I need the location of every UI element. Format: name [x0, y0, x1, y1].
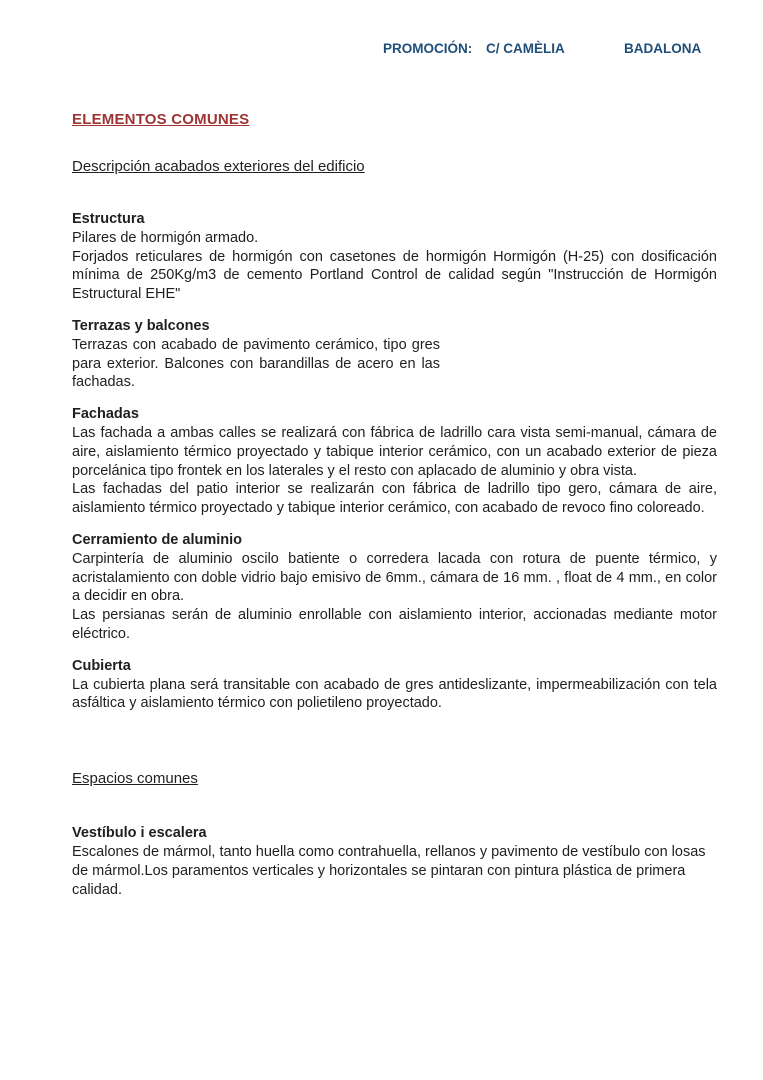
section-heading: Cerramiento de aluminio — [72, 531, 243, 548]
section-heading: Vestíbulo i escalera — [72, 825, 207, 842]
section-fachadas — [72, 405, 717, 518]
paragraph: Escalones de mármol, tanto huella como contrahuella, rellanos y pavimento de vestíbulo con losas de mármol.Los paramentos verticales y horizontales se pintaran con pintura plástica de primera calidad. — [72, 843, 706, 898]
promotion-city: BADALONA — [624, 41, 702, 56]
section-cerramiento-de-aluminio — [72, 531, 717, 644]
section-vestibulo-i-escalera — [72, 824, 717, 899]
section-terrazas-y-balcones — [72, 317, 717, 392]
paragraph: Las fachada a ambas calles se realizará con fábrica de ladrillo cara vista semi-manual, cámara de aire, aislamiento térmico proyectado y tabique interior cerámico, con un acabado exterior de pieza porcelánica tipo frontek en los laterales y el resto con aplacado de aluminio y obra vista. — [72, 424, 717, 479]
section-heading: Estructura — [72, 211, 145, 227]
subtitle-espacios-comunes: Espacios comunes — [72, 770, 198, 788]
paragraph: Las persianas serán de aluminio enrollable con aislamiento interior, accionadas mediante motor eléctrico. — [72, 607, 717, 642]
section-estructura — [72, 210, 717, 304]
paragraph: Forjados reticulares de hormigón con casetones de hormigón Hormigón (H-25) con dosificación mínima de 250Kg/m3 de cemento Portland Control de calidad según "Instrucción de Hormigón Estructural EHE" — [72, 248, 717, 303]
section-cubierta — [72, 657, 717, 713]
document-title: ELEMENTOS COMUNES — [72, 111, 250, 128]
subtitle-exteriores: Descripción acabados exteriores del edificio — [72, 158, 365, 175]
section-heading: Fachadas — [72, 406, 139, 423]
promotion-header — [383, 40, 717, 57]
paragraph: Terrazas con acabado de pavimento cerámico, tipo gres para exterior. Balcones con barandillas de acero en las fachadas. — [72, 336, 440, 391]
section-heading: Terrazas y balcones — [72, 317, 210, 334]
promotion-label: PROMOCIÓN: — [383, 41, 473, 56]
paragraph: Pilares de hormigón armado. — [72, 229, 259, 246]
paragraph: Las fachadas del patio interior se realizarán con fábrica de ladrillo tipo gero, cámara de aire, aislamiento térmico proyectado y tabique interior cerámico, con acabado de revoco fino coloreado. — [72, 481, 717, 517]
paragraph: Carpintería de aluminio oscilo batiente o corredera lacada con rotura de puente térmico, y acristalamiento con doble vidrio bajo emisivo de 6mm., cámara de 16 mm. , float de 4 mm., en color a decidir en obra. — [72, 550, 717, 605]
promotion-street: C/ CAMÈLIA — [486, 41, 565, 56]
section-heading: Cubierta — [72, 657, 131, 674]
paragraph: La cubierta plana será transitable con acabado de gres antideslizante, impermeabilización con tela asfáltica y aislamiento térmico con polietileno proyectado. — [72, 676, 717, 712]
